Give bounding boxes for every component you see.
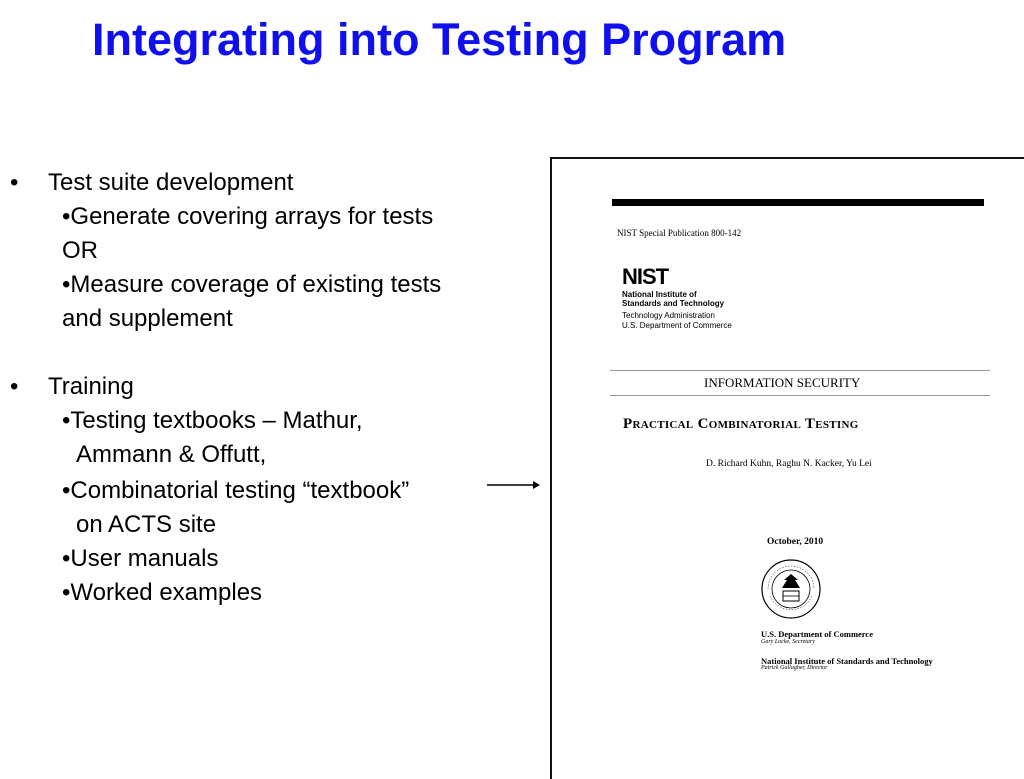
- document-date: October, 2010: [767, 537, 824, 547]
- document-institute-head: Patrick Gallagher, Director: [761, 665, 828, 671]
- sub-bullet-testing-textbooks-cont: Ammann & Offutt,: [76, 441, 267, 468]
- sub-bullet-generate-covering-arrays-cont: OR: [62, 237, 98, 264]
- slide-title: Integrating into Testing Program: [92, 14, 787, 65]
- bullet-test-suite-development: Test suite development: [48, 169, 294, 196]
- nist-logo-text: NIST: [622, 266, 669, 288]
- sub-bullet-user-manuals: •User manuals: [62, 545, 219, 572]
- department-seal: [760, 558, 822, 620]
- document-org-line3: Technology Administration: [622, 311, 715, 320]
- bullet-marker: •: [10, 169, 19, 196]
- sub-bullet-testing-textbooks: •Testing textbooks – Mathur,: [62, 407, 363, 434]
- document-institute: National Institute of Standards and Technology: [761, 656, 933, 666]
- nist-logo: [622, 266, 692, 288]
- arrow-icon: [486, 476, 542, 496]
- document-top-rule: [612, 199, 984, 206]
- document-dept-head: Gary Locke, Secretary: [761, 639, 815, 645]
- document-org-line2: Standards and Technology: [622, 299, 725, 308]
- document-divider: [610, 395, 990, 396]
- document-org-line1: National Institute of: [622, 290, 697, 299]
- document-org-line4: U.S. Department of Commerce: [622, 321, 732, 330]
- sub-bullet-combinatorial-textbook: •Combinatorial testing “textbook”: [62, 477, 410, 504]
- sub-bullet-worked-examples: •Worked examples: [62, 579, 263, 606]
- document-category: INFORMATION SECURITY: [704, 375, 861, 390]
- bullet-training: Training: [48, 373, 134, 400]
- document-series: NIST Special Publication 800-142: [617, 228, 742, 238]
- document-divider: [610, 370, 990, 371]
- sub-bullet-measure-coverage-cont: and supplement: [62, 305, 233, 332]
- sub-bullet-generate-covering-arrays: •Generate covering arrays for tests: [62, 203, 434, 230]
- document-dept: U.S. Department of Commerce: [761, 629, 873, 639]
- sub-bullet-combinatorial-textbook-cont: on ACTS site: [76, 511, 217, 538]
- sub-bullet-measure-coverage: •Measure coverage of existing tests: [62, 271, 442, 298]
- bullet-marker: •: [10, 373, 19, 400]
- document-authors: D. Richard Kuhn, Raghu N. Kacker, Yu Lei: [706, 459, 872, 469]
- document-title: Practical Combinatorial Testing: [623, 416, 859, 432]
